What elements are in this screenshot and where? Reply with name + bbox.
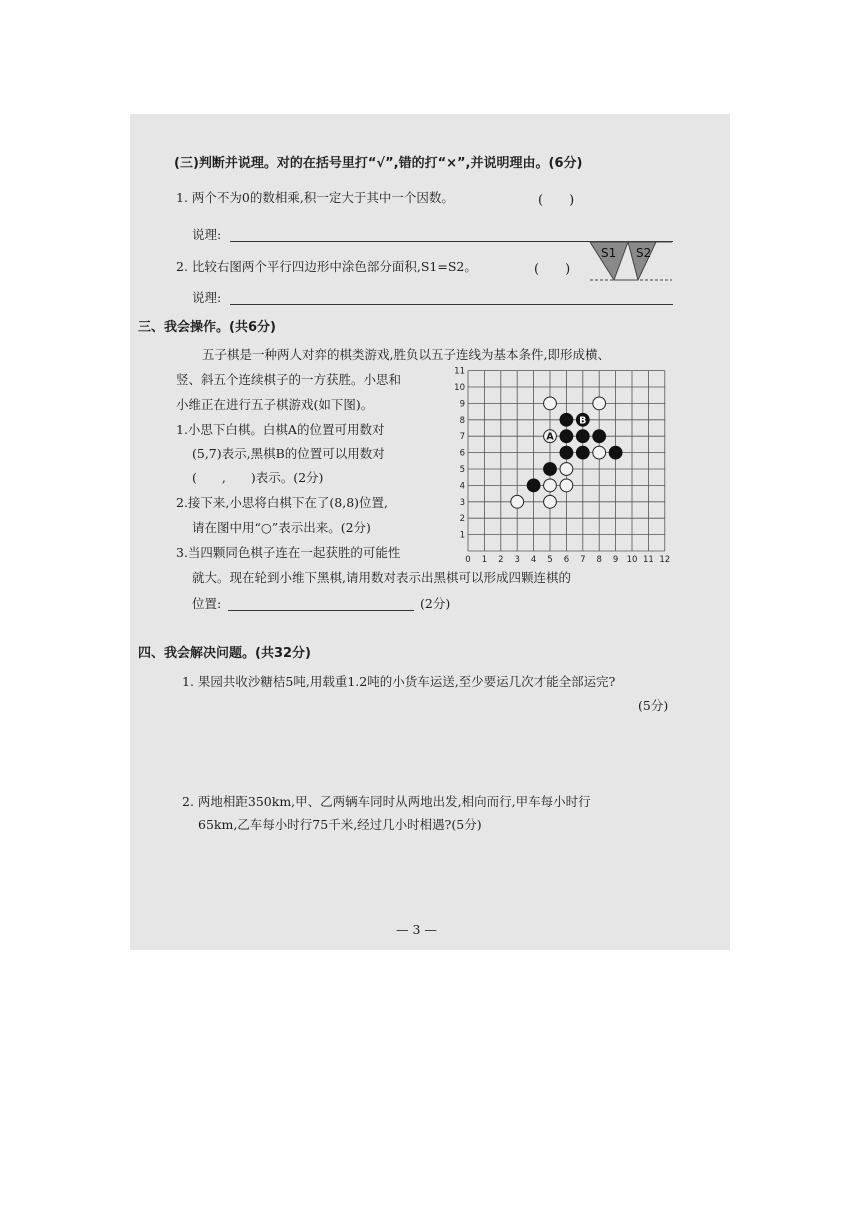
label-s2: S2 xyxy=(636,246,652,260)
stone-label: A xyxy=(546,431,554,443)
gomoku-board-chart[interactable] xyxy=(452,364,674,564)
judge-answer-paren-2[interactable]: ( ) xyxy=(534,262,571,277)
black-stone xyxy=(593,430,606,443)
judge-answer-paren-1[interactable]: ( ) xyxy=(538,193,575,208)
explain-line-2[interactable] xyxy=(230,304,673,305)
solve-heading: 四、我会解决问题。(共32分) xyxy=(138,646,311,661)
solve-question-2-line1: 2. 两地相距350km,甲、乙两辆车同时从两地出发,相向而行,甲车每小时行 xyxy=(182,794,591,809)
black-stone xyxy=(576,430,589,443)
white-stone xyxy=(544,495,557,508)
solve-question-1-score: (5分) xyxy=(638,698,669,713)
x-tick-label: 8 xyxy=(596,555,602,564)
judge-heading: (三)判断并说理。对的在括号里打“√”,错的打“×”,并说明理由。(6分) xyxy=(174,156,583,171)
parallelogram-figure xyxy=(588,240,674,288)
y-tick-label: 3 xyxy=(459,497,465,508)
y-tick-label: 10 xyxy=(454,383,465,393)
solve-question-2-line2: 65km,乙车每小时行75千米,经过几小时相遇?(5分) xyxy=(198,817,482,832)
operate-intro-2: 竖、斜五个连续棋子的一方获胜。小思和 xyxy=(176,372,402,387)
operate-q2-line2: 请在图中用“○”表示出来。(2分) xyxy=(192,520,371,535)
y-tick-label: 8 xyxy=(459,415,465,426)
operate-q3-line1: 3.当四颗同色棋子连在一起获胜的可能性 xyxy=(176,545,401,560)
judge-question-2: 2. 比较右图两个平行四边形中涂色部分面积,S1=S2。 xyxy=(176,259,477,274)
page-number: — 3 — xyxy=(396,922,437,937)
white-stone xyxy=(560,479,573,492)
x-tick-label: 0 xyxy=(465,555,471,564)
y-tick-label: 7 xyxy=(459,432,465,443)
black-stone xyxy=(544,463,557,476)
y-tick-label: 6 xyxy=(459,448,465,459)
x-tick-label: 3 xyxy=(514,555,520,564)
x-tick-label: 7 xyxy=(580,555,586,564)
stone-label: B xyxy=(579,415,587,427)
x-tick-label: 11 xyxy=(642,555,654,564)
y-tick-label: 9 xyxy=(459,399,465,410)
x-tick-label: 6 xyxy=(563,555,570,564)
white-stone xyxy=(511,495,524,508)
white-stone xyxy=(593,397,606,410)
black-stone xyxy=(560,413,573,426)
operate-heading: 三、我会操作。(共6分) xyxy=(138,320,276,335)
operate-q1-line3[interactable]: ( , )表示。(2分) xyxy=(192,470,324,485)
x-tick-label: 12 xyxy=(659,555,671,564)
operate-q3-position-label: 位置: xyxy=(192,596,222,611)
operate-q3-line2: 就大。现在轮到小维下黑棋,请用数对表示出黑棋可以形成四颗连棋的 xyxy=(192,570,571,585)
white-stone xyxy=(544,397,557,410)
operate-q1-line1: 1.小思下白棋。白棋A的位置可用数对 xyxy=(176,422,385,437)
operate-q1-line2: (5,7)表示,黑棋B的位置可以用数对 xyxy=(192,446,385,461)
y-tick-label: 5 xyxy=(459,465,465,475)
white-stone xyxy=(593,446,606,459)
black-stone xyxy=(560,446,573,459)
x-tick-label: 9 xyxy=(612,555,619,564)
solve-question-1: 1. 果园共收沙糖桔5吨,用载重1.2吨的小货车运送,至少要运几次才能全部运完? xyxy=(182,674,616,689)
operate-intro-1: 五子棋是一种两人对弈的棋类游戏,胜负以五子连线为基本条件,即形成横、 xyxy=(202,347,610,362)
white-stone xyxy=(560,463,573,476)
y-tick-label: 4 xyxy=(459,481,465,492)
black-stone xyxy=(609,446,622,459)
x-tick-label: 4 xyxy=(530,555,537,564)
operate-intro-3: 小维正在进行五子棋游戏(如下图)。 xyxy=(176,397,374,412)
x-tick-label: 2 xyxy=(498,555,504,564)
exam-page xyxy=(130,114,730,950)
explain-label-1: 说理: xyxy=(192,227,222,242)
black-stone xyxy=(576,446,589,459)
y-tick-label: 11 xyxy=(454,366,465,377)
black-stone xyxy=(527,479,540,492)
y-tick-label: 1 xyxy=(459,530,465,541)
explain-label-2: 说理: xyxy=(192,290,222,305)
x-tick-label: 1 xyxy=(481,555,488,564)
label-s1: S1 xyxy=(601,246,617,260)
operate-q2-line1: 2.接下来,小思将白棋下在了(8,8)位置, xyxy=(176,495,389,510)
judge-question-1: 1. 两个不为0的数相乘,积一定大于其中一个因数。 xyxy=(176,190,454,205)
operate-q3-score: (2分) xyxy=(420,596,451,611)
x-tick-label: 5 xyxy=(547,555,553,564)
operate-q3-answer-line[interactable] xyxy=(228,610,414,611)
y-tick-label: 2 xyxy=(459,514,465,525)
black-stone xyxy=(560,430,573,443)
x-tick-label: 10 xyxy=(626,555,638,564)
white-stone xyxy=(544,479,557,492)
